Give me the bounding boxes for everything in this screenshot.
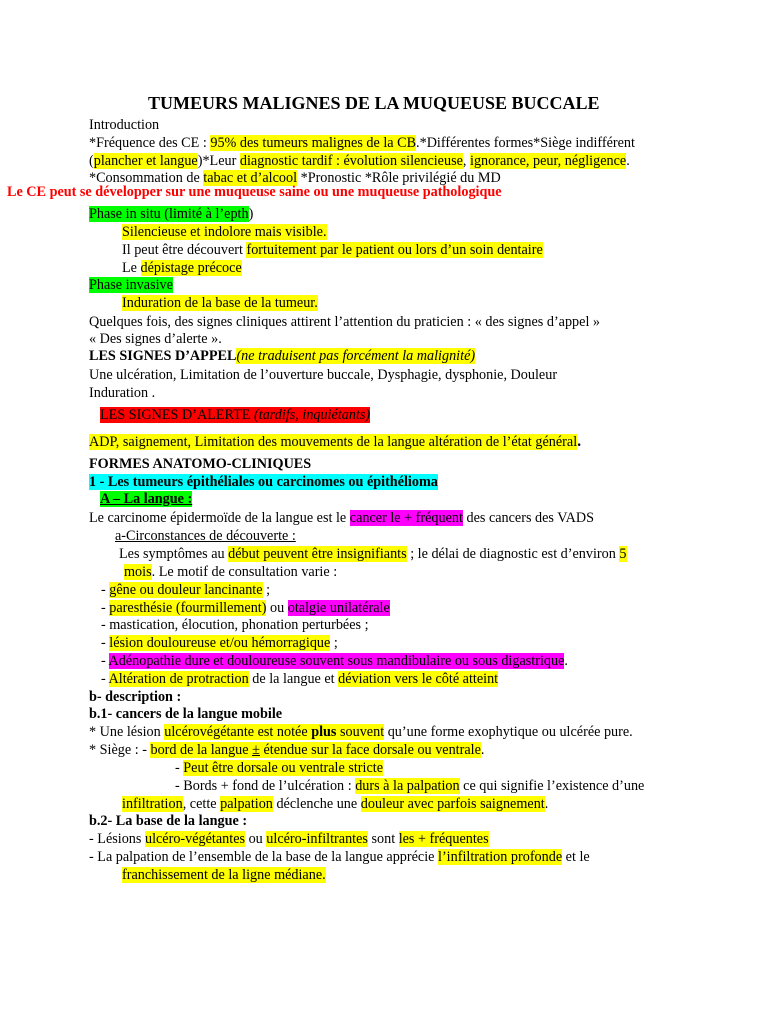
text-line: - Lésions ulcéro-végétantes ou ulcéro-infiltrantes sont les + fréquentes xyxy=(89,831,489,847)
text-line: ADP, saignement, Limitation des mouvements de la langue altération de l’état général. xyxy=(89,433,582,450)
phase-invasive-heading: Phase invasive xyxy=(89,277,173,293)
document-title: TUMEURS MALIGNES DE LA MUQUEUSE BUCCALE xyxy=(148,93,600,113)
circonstances-heading: a-Circonstances de découverte : xyxy=(115,528,296,544)
list-item: - Adénopathie dure et douloureuse souvent sous mandibulaire ou sous digastrique. xyxy=(101,653,568,669)
section-heading: b.1- cancers de la langue mobile xyxy=(89,706,283,722)
section-subheading: 1 - Les tumeurs épithéliales ou carcinomes ou épithélioma xyxy=(89,474,438,490)
text-line: (plancher et langue)*Leur diagnostic tardif : évolution silencieuse, ignorance, peur, négligence. xyxy=(89,153,630,169)
langue-heading: A – La langue : xyxy=(100,491,193,507)
text-line: *Fréquence des CE : 95% des tumeurs malignes de la CB.*Différentes formes*Siège indifférent xyxy=(89,135,635,151)
text-line: - Bords + fond de l’ulcération : durs à la palpation ce qui signifie l’existence d’une xyxy=(175,778,645,794)
text-line: Induration de la base de la tumeur. xyxy=(122,295,318,311)
text-line: infiltration, cette palpation déclenche une douleur avec parfois saignement. xyxy=(122,796,549,812)
list-item: - Altération de protraction de la langue et déviation vers le côté atteint xyxy=(101,671,499,687)
text-line: - La palpation de l’ensemble de la base de la langue apprécie l’infiltration profonde et le xyxy=(89,849,590,865)
section-heading: FORMES ANATOMO-CLINIQUES xyxy=(89,456,312,472)
text-line: Les symptômes au début peuvent être insignifiants ; le délai de diagnostic est d’environ 5 xyxy=(119,546,627,562)
text-line: - Peut être dorsale ou ventrale stricte xyxy=(175,760,384,776)
list-item: - gêne ou douleur lancinante ; xyxy=(101,582,271,598)
text-line: *Consommation de tabac et d’alcool *Pronostic *Rôle privilégié du MD xyxy=(89,170,501,186)
text-line: * Siège : - bord de la langue ± étendue sur la face dorsale ou ventrale. xyxy=(89,742,485,758)
text-line: Une ulcération, Limitation de l’ouverture buccale, Dysphagie, dysphonie, Douleur xyxy=(89,367,558,383)
text-line: * Une lésion ulcérovégétante est notée plus souvent qu’une forme exophytique ou ulcérée pure. xyxy=(89,724,633,740)
text-line: Le carcinome épidermoïde de la langue est le cancer le + fréquent des cancers des VADS xyxy=(89,510,595,526)
signes-appel-heading: LES SIGNES D’APPEL(ne traduisent pas forcément la malignité) xyxy=(89,348,476,364)
introduction-heading: Introduction xyxy=(89,117,160,133)
text-line: Le dépistage précoce xyxy=(122,260,242,276)
text-line: franchissement de la ligne médiane. xyxy=(122,867,326,883)
section-heading: b- description : xyxy=(89,689,182,705)
text-line: « Des signes d’alerte ». xyxy=(89,331,222,347)
text-line: mois. Le motif de consultation varie : xyxy=(124,564,338,580)
list-item: - lésion douloureuse et/ou hémorragique ; xyxy=(101,635,338,651)
phase-in-situ-heading: Phase in situ (limité à l’epth) xyxy=(89,206,254,222)
text-line: Il peut être découvert fortuitement par le patient ou lors d’un soin dentaire xyxy=(122,242,543,258)
signes-alerte-heading: LES SIGNES D’ALERTE (tardifs, inquiétants) xyxy=(100,407,371,423)
text-line: Silencieuse et indolore mais visible. xyxy=(122,224,327,240)
red-statement: Le CE peut se développer sur une muqueuse saine ou une muqueuse pathologique xyxy=(7,184,502,200)
text-line: Quelques fois, des signes cliniques attirent l’attention du praticien : « des signes d’appel » xyxy=(89,314,601,330)
section-heading: b.2- La base de la langue : xyxy=(89,813,248,829)
list-item: - mastication, élocution, phonation perturbées ; xyxy=(101,617,369,633)
text-line: Induration . xyxy=(89,385,156,401)
list-item: - paresthésie (fourmillement) ou otalgie unilatérale xyxy=(101,600,390,616)
